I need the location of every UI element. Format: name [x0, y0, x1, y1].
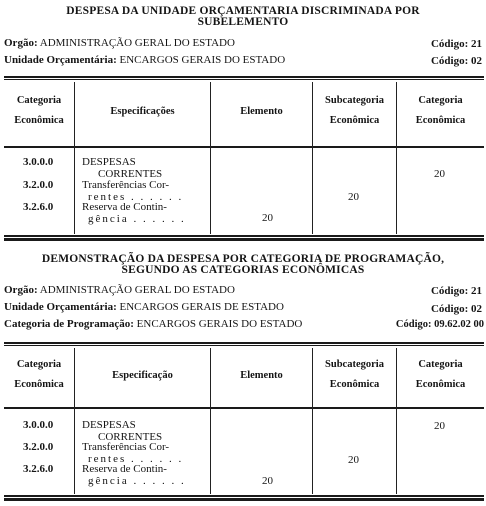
header-subcategoria-line1: Subcategoria	[325, 95, 384, 106]
header-categoria-economica-2	[397, 94, 484, 128]
table-1-top-rule-thin	[4, 79, 484, 80]
header-categoria2-line1: Categoria	[418, 95, 463, 106]
unidade-line	[4, 301, 284, 313]
spec-transferencias	[82, 180, 183, 203]
unidade-label: Unidade Orçamentária:	[4, 54, 117, 66]
section-1-title-line1: DESPESA DA UNIDADE ORÇAMENTARIA DISCRIMINADA POR	[66, 5, 420, 17]
unidade-value: ENCARGOS GERAIS DO ESTADO	[119, 54, 286, 66]
categoria-value: 20	[434, 168, 445, 180]
orgao-label: Orgão:	[4, 284, 38, 296]
spec-reserva-line1: Reserva de Contin-	[82, 463, 167, 475]
row-code: 3.0.0.0	[23, 419, 54, 431]
section-1-title-line2: SUBELEMENTO	[197, 16, 289, 28]
subcategoria-value: 20	[348, 454, 359, 466]
programacao-value: ENCARGOS GERAIS DO ESTADO	[136, 318, 303, 330]
elemento-value: 20	[262, 212, 273, 224]
table-1-bottom-rule	[4, 235, 484, 237]
spec-reserva-line2: gência . . . . . .	[88, 474, 186, 487]
header-categoria-line1: Categoria	[16, 95, 62, 106]
unidade-label: Unidade Orçamentária:	[4, 301, 117, 313]
spec-transf-line1: Transferências Cor-	[82, 179, 170, 191]
unidade-code: Código: 02	[430, 55, 482, 67]
row-code: 3.2.0.0	[23, 179, 54, 191]
categoria-value: 20	[434, 420, 445, 432]
header-subcategoria-line2: Econômica	[329, 379, 380, 390]
header-subcategoria-economica	[313, 94, 396, 128]
unidade-code: Código: 02	[430, 303, 482, 315]
table-2-bottom-rule	[4, 495, 484, 497]
spec-reserva	[82, 202, 186, 225]
orgao-line	[4, 284, 235, 296]
header-categoria-economica-2	[397, 358, 484, 392]
row-code: 3.2.6.0	[23, 463, 54, 475]
subcategoria-value: 20	[348, 191, 359, 203]
spec-transferencias	[82, 442, 183, 465]
header-categoria-line1: Categoria	[16, 359, 62, 370]
section-2-title-line2: SEGUNDO AS CATEGORIAS ECONÔMICAS	[121, 264, 365, 276]
spec-despesas-line1: DESPESAS	[82, 156, 136, 168]
programacao-line	[4, 318, 302, 330]
table-1-bottom-rule-thick	[4, 238, 484, 241]
spec-reserva	[82, 464, 186, 487]
header-subcategoria-economica	[313, 358, 396, 392]
row-code: 3.2.0.0	[23, 441, 54, 453]
spec-despesas-line1: DESPESAS	[82, 419, 136, 431]
unidade-line	[4, 54, 285, 66]
header-categoria2-line2: Econômica	[415, 379, 466, 390]
header-categoria2-line1: Categoria	[418, 359, 463, 370]
spec-transf-line2: rentes . . . . . .	[88, 452, 184, 465]
header-especificacao: Especificação	[112, 370, 173, 381]
orgao-value: ADMINISTRAÇÃO GERAL DO ESTADO	[39, 284, 235, 296]
spec-reserva-line2: gência . . . . . .	[88, 212, 186, 225]
spec-despesas	[82, 157, 162, 180]
spec-transf-line1: Transferências Cor-	[82, 441, 170, 453]
row-code: 3.0.0.0	[23, 156, 54, 168]
spec-reserva-line1: Reserva de Contin-	[82, 201, 167, 213]
table-1-header-rule	[4, 146, 484, 148]
spec-despesas-line2: CORRENTES	[98, 167, 163, 180]
section-2-title-line1: DEMONSTRAÇÃO DA DESPESA POR CATEGORIA DE PROGRAMAÇÃO,	[41, 253, 445, 265]
table-2-top-rule-thin	[4, 345, 484, 346]
row-code: 3.2.6.0	[23, 201, 54, 213]
programacao-code: Código: 09.62.02 00	[395, 319, 484, 330]
header-subcategoria-line2: Econômica	[329, 115, 380, 126]
table-2-header-rule	[4, 407, 484, 409]
header-categoria-economica	[4, 358, 74, 392]
header-especificacoes: Especificações	[110, 106, 175, 117]
table-1-top-rule	[4, 76, 484, 78]
header-subcategoria-line1: Subcategoria	[325, 359, 384, 370]
header-categoria-line2: Econômica	[14, 115, 64, 126]
orgao-line	[4, 37, 235, 49]
orgao-code: Código: 21	[430, 285, 482, 297]
orgao-value: ADMINISTRAÇÃO GERAL DO ESTADO	[39, 37, 235, 49]
orgao-code: Código: 21	[430, 38, 482, 50]
programacao-label: Categoria de Programação:	[4, 318, 134, 330]
elemento-value: 20	[262, 475, 273, 487]
table-2-top-rule	[4, 342, 484, 344]
spec-despesas	[82, 420, 162, 443]
header-categoria-economica	[4, 94, 74, 128]
spec-despesas-line2: CORRENTES	[98, 430, 163, 443]
header-elemento: Elemento	[240, 370, 283, 381]
unidade-value: ENCARGOS GERAIS DE ESTADO	[119, 301, 284, 313]
header-elemento: Elemento	[240, 106, 283, 117]
header-categoria2-line2: Econômica	[415, 115, 466, 126]
orgao-label: Orgão:	[4, 37, 38, 49]
table-2-bottom-rule-thick	[4, 498, 484, 501]
header-categoria-line2: Econômica	[14, 379, 64, 390]
spec-transf-line2: rentes . . . . . .	[88, 190, 184, 203]
